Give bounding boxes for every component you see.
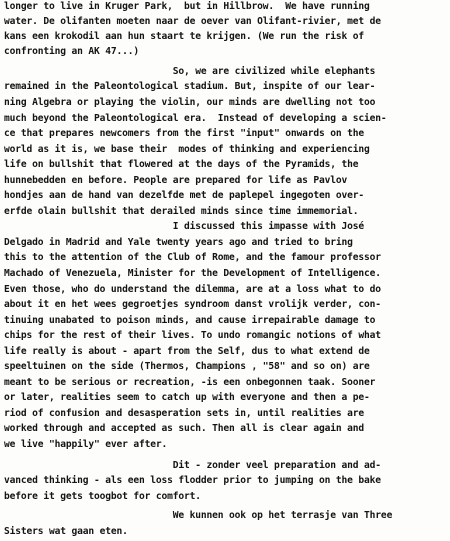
text-line: life on bullshit that flowered at the days of the Pyramids, the — [4, 159, 359, 170]
text-line: I discussed this impasse with José — [4, 221, 365, 232]
text-line: Even those, who do understand the dilemma, are at a loss what to do — [4, 284, 381, 295]
text-line: Machado of Venezuela, Minister for the Development of Intelligence. — [4, 268, 381, 279]
text-line: this to the attention of the Club of Rome, and the famour professor — [4, 252, 381, 263]
text-line: erfde olain bullshit that derailed minds since time immemorial. — [4, 206, 359, 217]
text-line: worked through and accepted as such. Then all is clear again and — [4, 423, 365, 434]
text-line: world as it is, we base their modes of thinking and experiencing — [4, 144, 370, 155]
text-line: we live "happily" ever after. — [4, 439, 168, 450]
text-line: speeltuinen on the side (Thermos, Champions , "58" and so on) are — [4, 361, 370, 372]
text-line: kans een krokodil aan hun staart te krijgen. (We run the risk of — [4, 31, 365, 42]
text-line: riod of confusion and desasperation sets in, until realities are — [4, 408, 365, 419]
text-line: tinuing unabated to poison minds, and cause irrepairable damage to — [4, 315, 376, 326]
text-line: So, we are civilized while elephants — [4, 66, 376, 77]
text-line: Dit - zonder veel preparation and ad- — [4, 460, 381, 471]
text-line: or later, realities seem to catch up with everyone and then a pe- — [4, 392, 370, 403]
text-line: meant to be serious or recreation, -is een onbegonnen taak. Sooner — [4, 377, 376, 388]
text-line: remained in the Paleontological stadium. But, inspite of our lear- — [4, 81, 376, 92]
text-line: much beyond the Paleontological era. Instead of developing a scien- — [4, 113, 387, 124]
text-line: ning Algebra or playing the violin, our minds are dwelling not too — [4, 97, 376, 108]
text-line: about it en het wees gegroetjes syndroom danst vrolijk verder, con- — [4, 299, 381, 310]
text-line: life really is about - apart from the Self, dus to what extend de — [4, 346, 370, 357]
text-line: Delgado in Madrid and Yale twenty years ago and tried to bring — [4, 237, 353, 248]
text-line: confronting an AK 47...) — [4, 46, 140, 57]
text-line: chips for the rest of their lives. To undo romangic notions of what — [4, 330, 381, 341]
text-line: ce that prepares newcomers from the first "input" onwards on the — [4, 128, 365, 139]
text-line: hunnebedden en before. People are prepared for life as Pavlov — [4, 175, 348, 186]
text-line: hondjes aan de hand van dezelfde met de paplepel ingegoten over- — [4, 190, 365, 201]
text-line: We kunnen ook op het terrasje van Three — [4, 510, 393, 521]
text-line: vanced thinking - als een loss flodder prior to jumping on the bake — [4, 475, 381, 486]
text-line: before it gets toogbot for comfort. — [4, 491, 201, 502]
text-line: Sisters wat gaan eten. — [4, 526, 128, 537]
text-line: water. De olifanten moeten naar de oever van Olifant-rivier, met de — [4, 16, 381, 27]
text-line: longer to live in Kruger Park, but in Hillbrow. We have running — [4, 1, 370, 12]
